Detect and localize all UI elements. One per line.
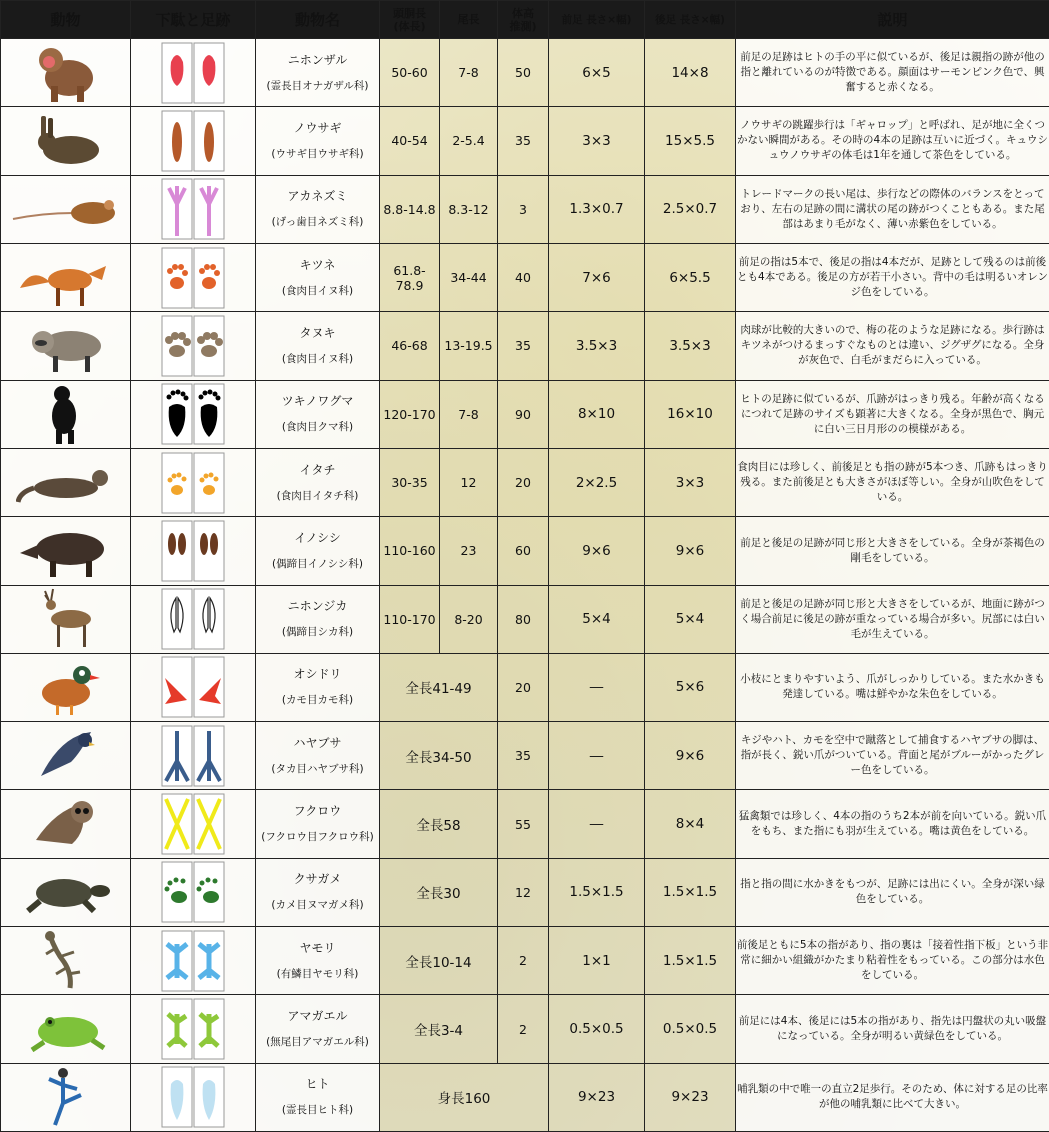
- animal-name-cell: [256, 1063, 380, 1131]
- animal-name-cell: [256, 995, 380, 1063]
- animal-name: ヤモリ: [299, 940, 336, 955]
- height: 12: [498, 858, 549, 926]
- header-body-length: 頭胴長 (体長): [380, 1, 440, 39]
- deer-footprint-icon: [161, 588, 225, 650]
- animal-name: ツキノワグマ: [281, 394, 354, 409]
- animal-name: フクロウ: [293, 804, 342, 819]
- footprint-image: [131, 722, 256, 790]
- table-row: [1, 312, 1049, 380]
- header-row: [1, 1, 1049, 39]
- front-foot: 1.5×1.5: [549, 858, 645, 926]
- front-foot: 9×23: [549, 1063, 645, 1131]
- tail-length: 8.3-12: [440, 175, 498, 243]
- front-foot: ―: [549, 653, 645, 721]
- tail-length: 13-19.5: [440, 312, 498, 380]
- table-row: [1, 722, 1049, 790]
- monkey-footprint-icon: [161, 42, 225, 104]
- body-length: 120-170: [380, 380, 440, 448]
- tail-length: 8-20: [440, 585, 498, 653]
- animal-name-cell: [256, 585, 380, 653]
- hind-foot: 0.5×0.5: [645, 995, 736, 1063]
- footprint-image: [131, 175, 256, 243]
- frog-footprint-icon: [161, 998, 225, 1060]
- body-length: 61.8-78.9: [380, 243, 440, 311]
- table-row: [1, 585, 1049, 653]
- front-foot: ―: [549, 790, 645, 858]
- animal-name-cell: [256, 790, 380, 858]
- footprint-image: [131, 1063, 256, 1131]
- animal-image: [1, 927, 131, 995]
- footprint-image: [131, 107, 256, 175]
- fox-icon: [16, 248, 116, 308]
- header-tail-length: 尾長: [440, 1, 498, 39]
- hind-foot: 2.5×0.7: [645, 175, 736, 243]
- hare-footprint-icon: [161, 110, 225, 172]
- height: 50: [498, 39, 549, 107]
- animal-image: [1, 722, 131, 790]
- table-row: [1, 448, 1049, 516]
- animal-family: (霊長目オナガザル科): [266, 79, 369, 92]
- height: 20: [498, 653, 549, 721]
- description: ノウサギの跳躍歩行は「ギャロップ」と呼ばれ、足が地に全くつかない瞬間がある。その時の4本の足跡は互いに近づく。キュウシュウノウサギの体毛は1年を通して茶色をしている。: [736, 107, 1049, 175]
- animal-family: (げっ歯目ネズミ科): [271, 216, 364, 229]
- front-foot: 7×6: [549, 243, 645, 311]
- hind-foot: 1.5×1.5: [645, 927, 736, 995]
- description: ヒトの足跡に似ているが、爪跡がはっきり残る。年齢が高くなるにつれて足跡のサイズも顕著に大きくなる。全身が黒色で、胸元に白い三日月形のの模様がある。: [736, 380, 1049, 448]
- mouse-icon: [11, 189, 121, 229]
- animal-name: ニホンジカ: [287, 599, 348, 614]
- table-row: [1, 517, 1049, 585]
- animal-image: [1, 380, 131, 448]
- total-length: 身長160: [380, 1063, 549, 1131]
- tail-length: 34-44: [440, 243, 498, 311]
- animal-image: [1, 39, 131, 107]
- table-row: [1, 380, 1049, 448]
- weasel-icon: [16, 458, 116, 508]
- falcon-footprint-icon: [161, 725, 225, 787]
- footprint-image: [131, 858, 256, 926]
- monkey-icon: [21, 42, 111, 104]
- total-length: 全長34-50: [380, 722, 498, 790]
- table-row: [1, 39, 1049, 107]
- total-length: 全長58: [380, 790, 498, 858]
- human-icon: [41, 1065, 91, 1129]
- animal-family: (タカ目ハヤブサ科): [271, 762, 364, 775]
- footprint-image: [131, 995, 256, 1063]
- hind-foot: 14×8: [645, 39, 736, 107]
- animal-family: (無尾目アマガエル科): [266, 1036, 369, 1049]
- animal-image: [1, 107, 131, 175]
- animal-family: (有鱗目ヤモリ科): [276, 967, 359, 980]
- body-length: 50-60: [380, 39, 440, 107]
- description: 前後足ともに5本の指があり、指の裏は「接着性指下板」という非常に細かい組織がかたまり粘着性をもっている。この部分は水色をしている。: [736, 927, 1049, 995]
- hind-foot: 15×5.5: [645, 107, 736, 175]
- description: 前足には4本、後足には5本の指があり、指先は円盤状の丸い吸盤になっている。全身が明るい黄緑色をしている。: [736, 995, 1049, 1063]
- animal-name-cell: [256, 858, 380, 926]
- total-length: 全長3-4: [380, 995, 498, 1063]
- table-row: [1, 653, 1049, 721]
- height: 3: [498, 175, 549, 243]
- animal-family: (偶蹄目イノシシ科): [272, 557, 363, 570]
- tail-length: 2-5.4: [440, 107, 498, 175]
- height: 90: [498, 380, 549, 448]
- boar-icon: [16, 523, 116, 579]
- hind-foot: 1.5×1.5: [645, 858, 736, 926]
- height: 35: [498, 312, 549, 380]
- animal-image: [1, 995, 131, 1063]
- animal-family: (食肉目クマ科): [281, 421, 354, 434]
- animal-family: (ウサギ目ウサギ科): [271, 147, 364, 160]
- boar-footprint-icon: [161, 520, 225, 582]
- front-foot: 3.5×3: [549, 312, 645, 380]
- table-row: [1, 790, 1049, 858]
- animal-image: [1, 858, 131, 926]
- animal-name-cell: [256, 517, 380, 585]
- total-length: 全長10-14: [380, 927, 498, 995]
- hind-foot: 3×3: [645, 448, 736, 516]
- hind-foot: 3.5×3: [645, 312, 736, 380]
- header-name: 動物名: [256, 1, 380, 39]
- human-footprint-icon: [161, 1066, 225, 1128]
- front-foot: 1.3×0.7: [549, 175, 645, 243]
- animal-name-cell: [256, 243, 380, 311]
- animal-name-cell: [256, 722, 380, 790]
- hind-foot: 9×6: [645, 722, 736, 790]
- description: キジやハト、カモを空中で蹴落として捕食するハヤブサの脚は、指が長く、鋭い爪がついている。背面と尾がブルーがかったグレー色をしている。: [736, 722, 1049, 790]
- animal-family: (フクロウ目フクロウ科): [261, 831, 374, 844]
- description: 前足の足跡はヒトの手の平に似ているが、後足は親指の跡が他の指と離れているのが特徴である。顔面はサーモンピンク色で、興奮すると赤くなる。: [736, 39, 1049, 107]
- animal-name-cell: [256, 175, 380, 243]
- tail-length: 7-8: [440, 380, 498, 448]
- table-row: [1, 927, 1049, 995]
- description: 前足と後足の足跡が同じ形と大きさをしているが、地面に跡がつく場合前足に後足の跡が重なっている場合が多い。尻部には白い毛が生えている。: [736, 585, 1049, 653]
- mouse-footprint-icon: [161, 178, 225, 240]
- hind-foot: 16×10: [645, 380, 736, 448]
- animal-image: [1, 517, 131, 585]
- owl-footprint-icon: [161, 793, 225, 855]
- description: トレードマークの長い尾は、歩行などの際体のバランスをとっており、左右の足跡の間に溝状の尾の跡がつくこともある。また尾部はあまり毛がなく、薄い赤紫色をしている。: [736, 175, 1049, 243]
- front-foot: 9×6: [549, 517, 645, 585]
- turtle-icon: [18, 867, 114, 917]
- gecko-footprint-icon: [161, 930, 225, 992]
- animal-name: キツネ: [299, 257, 336, 272]
- height: 35: [498, 107, 549, 175]
- header-height: 体高 推測): [498, 1, 549, 39]
- animal-name-cell: [256, 312, 380, 380]
- hind-foot: 8×4: [645, 790, 736, 858]
- animal-image: [1, 585, 131, 653]
- footprint-image: [131, 653, 256, 721]
- animal-image: [1, 653, 131, 721]
- front-foot: 8×10: [549, 380, 645, 448]
- description: 指と指の間に水かきをもつが、足跡には出にくい。全身が深い緑色をしている。: [736, 858, 1049, 926]
- animal-name: クサガメ: [293, 872, 342, 887]
- raccoon-dog-footprint-icon: [161, 315, 225, 377]
- animal-family: (霊長目ヒト科): [281, 1104, 354, 1117]
- table-row: [1, 858, 1049, 926]
- animal-family: (カメ目ヌマガメ科): [271, 899, 364, 912]
- hare-icon: [21, 110, 111, 172]
- description: 猛禽類では珍しく、4本の指のうち2本が前を向いている。鋭い爪をもち、また指にも羽が生えている。嘴は黄色をしている。: [736, 790, 1049, 858]
- footprint-image: [131, 585, 256, 653]
- height: 55: [498, 790, 549, 858]
- front-foot: 5×4: [549, 585, 645, 653]
- animal-family: (食肉目イヌ科): [281, 352, 354, 365]
- animal-image: [1, 790, 131, 858]
- footprint-image: [131, 517, 256, 585]
- animal-name-cell: [256, 39, 380, 107]
- tail-length: 7-8: [440, 39, 498, 107]
- front-foot: 2×2.5: [549, 448, 645, 516]
- height: 80: [498, 585, 549, 653]
- height: 2: [498, 927, 549, 995]
- owl-icon: [26, 794, 106, 854]
- animal-name-cell: [256, 448, 380, 516]
- animal-image: [1, 312, 131, 380]
- animal-image: [1, 1063, 131, 1131]
- animal-name-cell: [256, 927, 380, 995]
- front-foot: 0.5×0.5: [549, 995, 645, 1063]
- animal-name: イノシシ: [294, 530, 341, 545]
- footprint-image: [131, 243, 256, 311]
- header-description: 説明: [736, 1, 1049, 39]
- height: 2: [498, 995, 549, 1063]
- description: 前足と後足の足跡が同じ形と大きさをしている。全身が茶褐色の剛毛をしている。: [736, 517, 1049, 585]
- deer-icon: [31, 587, 101, 651]
- height: 60: [498, 517, 549, 585]
- description: 肉球が比較的大きいので、梅の花のような足跡になる。歩行跡はキツネがつけるまっすぐなものとは違い、ジグザグになる。全身が灰色で、白毛がまだらに入っている。: [736, 312, 1049, 380]
- hind-foot: 9×6: [645, 517, 736, 585]
- tail-length: 12: [440, 448, 498, 516]
- footprint-image: [131, 927, 256, 995]
- animal-name: アカネズミ: [287, 189, 348, 204]
- animal-image: [1, 175, 131, 243]
- front-foot: 6×5: [549, 39, 645, 107]
- raccoon-dog-icon: [21, 316, 111, 376]
- body-length: 110-160: [380, 517, 440, 585]
- front-foot: 3×3: [549, 107, 645, 175]
- table-row: [1, 175, 1049, 243]
- header-hind-foot: 後足 長さ×幅): [645, 1, 736, 39]
- description: 食肉目には珍しく、前後足とも指の跡が5本つき、爪跡もはっきり残る。また前後足とも大きさがほぼ等しい。全身が山吹色をしている。: [736, 448, 1049, 516]
- height: 20: [498, 448, 549, 516]
- gecko-icon: [36, 930, 96, 992]
- tail-length: 23: [440, 517, 498, 585]
- total-length: 全長30: [380, 858, 498, 926]
- animal-image: [1, 243, 131, 311]
- hind-foot: 6×5.5: [645, 243, 736, 311]
- front-foot: ―: [549, 722, 645, 790]
- hind-foot: 5×4: [645, 585, 736, 653]
- animal-name-cell: [256, 380, 380, 448]
- weasel-footprint-icon: [161, 452, 225, 514]
- height: 35: [498, 722, 549, 790]
- footprint-image: [131, 380, 256, 448]
- mandarin-duck-icon: [26, 657, 106, 717]
- body-length: 110-170: [380, 585, 440, 653]
- animal-family: (食肉目イヌ科): [281, 284, 354, 297]
- animal-name-cell: [256, 107, 380, 175]
- hind-foot: 9×23: [645, 1063, 736, 1131]
- footprint-image: [131, 312, 256, 380]
- front-foot: 1×1: [549, 927, 645, 995]
- animal-family: (偶蹄目シカ科): [281, 626, 354, 639]
- table-row: [1, 1063, 1049, 1131]
- bear-icon: [36, 382, 96, 446]
- body-length: 46-68: [380, 312, 440, 380]
- animal-name: オシドリ: [293, 667, 342, 682]
- fox-footprint-icon: [161, 247, 225, 309]
- duck-footprint-icon: [161, 656, 225, 718]
- header-front-foot: 前足 長さ×幅): [549, 1, 645, 39]
- header-animal: 動物: [1, 1, 131, 39]
- animal-name: ハヤブサ: [293, 735, 342, 750]
- animal-name: タヌキ: [299, 325, 336, 340]
- animal-name: ノウサギ: [293, 120, 342, 135]
- footprint-image: [131, 448, 256, 516]
- hind-foot: 5×6: [645, 653, 736, 721]
- table-row: [1, 107, 1049, 175]
- animal-name: ヒト: [305, 1077, 330, 1092]
- animal-name: アマガエル: [287, 1009, 348, 1024]
- table-row: [1, 243, 1049, 311]
- body-length: 8.8-14.8: [380, 175, 440, 243]
- animal-name: イタチ: [299, 462, 336, 477]
- header-prints: 下駄と足跡: [131, 1, 256, 39]
- falcon-icon: [31, 726, 101, 786]
- animal-name-cell: [256, 653, 380, 721]
- bear-footprint-icon: [161, 383, 225, 445]
- body-length: 30-35: [380, 448, 440, 516]
- footprint-image: [131, 790, 256, 858]
- table-row: [1, 995, 1049, 1063]
- turtle-footprint-icon: [161, 861, 225, 923]
- description: 小枝にとまりやすいよう、爪がしっかりしている。また水かきも発達している。嘴は鮮やかな朱色をしている。: [736, 653, 1049, 721]
- total-length: 全長41-49: [380, 653, 498, 721]
- animal-image: [1, 448, 131, 516]
- frog-icon: [24, 1004, 108, 1054]
- animal-family: (食肉目イタチ科): [276, 489, 359, 502]
- height: 40: [498, 243, 549, 311]
- footprint-image: [131, 39, 256, 107]
- description: 前足の指は5本で、後足の指は4本だが、足跡として残るのは前後とも4本である。後足の方が若干小さい。背中の毛は明るいオレンジ色をしている。: [736, 243, 1049, 311]
- body-length: 40-54: [380, 107, 440, 175]
- animal-family: (カモ目カモ科): [281, 694, 354, 707]
- animal-name: ニホンザル: [287, 52, 348, 67]
- description: 哺乳類の中で唯一の直立2足歩行。そのため、体に対する足の比率が他の哺乳類に比べて大きい。: [736, 1063, 1049, 1131]
